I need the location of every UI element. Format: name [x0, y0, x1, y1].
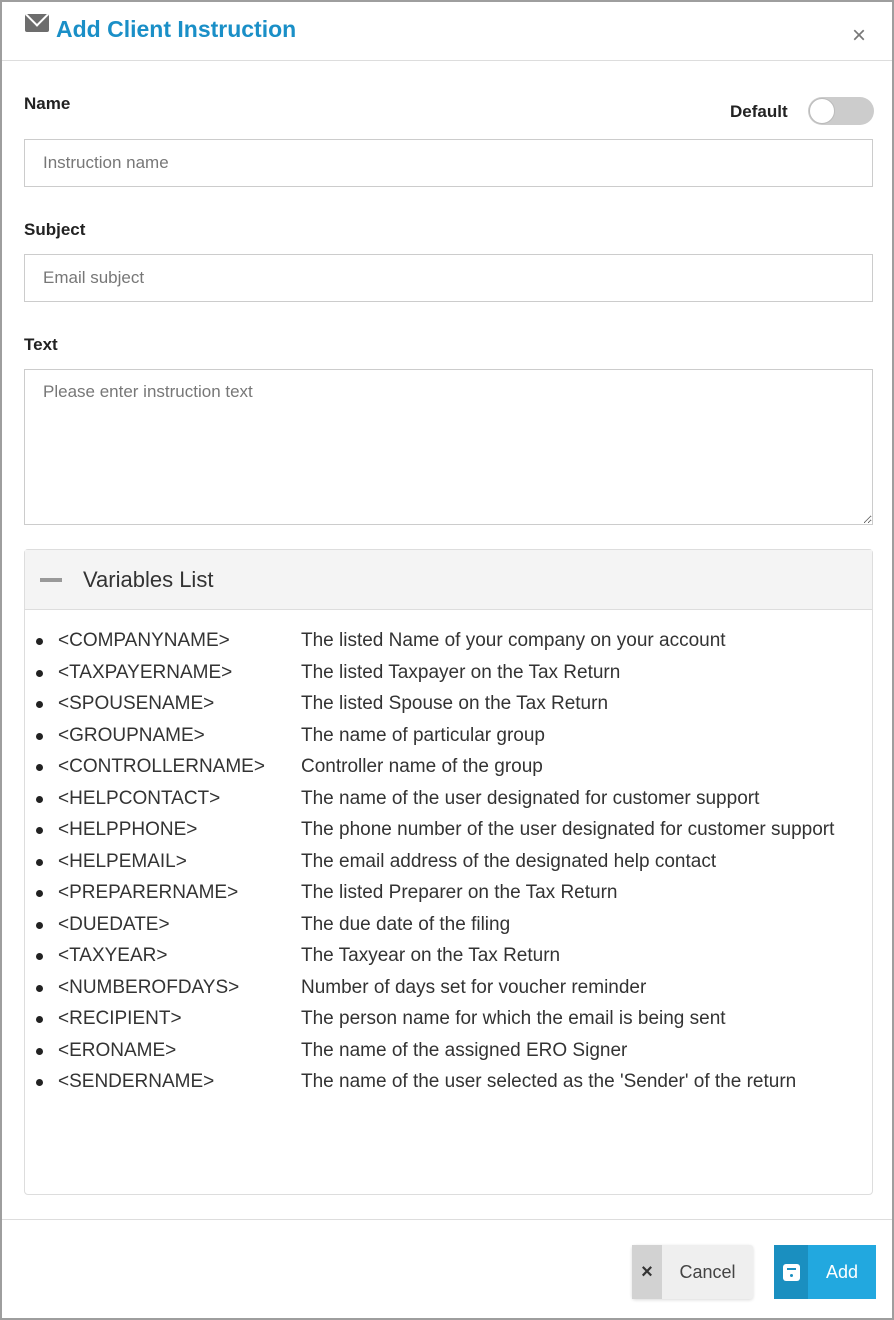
variable-item [25, 657, 872, 689]
variable-item [25, 1003, 872, 1035]
variable-name: <TAXPAYERNAME> [58, 661, 233, 683]
variable-name: <COMPANYNAME> [58, 630, 230, 651]
subject-input[interactable] [24, 254, 873, 302]
footer-divider [2, 1219, 892, 1220]
variable-description: The listed Name of your company on your account [301, 630, 726, 651]
variable-item [25, 1066, 872, 1098]
name-label: Name [24, 94, 71, 113]
variable-name: <DUEDATE> [58, 913, 170, 935]
modal-title: Add Client Instruction [56, 16, 297, 42]
variable-item [25, 940, 872, 972]
variable-description: The Taxyear on the Tax Return [301, 945, 561, 966]
text-label: Text [24, 335, 58, 354]
variable-description: The listed Preparer on the Tax Return [301, 882, 618, 903]
close-button[interactable]: × [852, 22, 867, 49]
variable-name: <SPOUSENAME> [58, 693, 215, 714]
variable-description: The name of the user selected as the 'Sender' of the return [301, 1071, 797, 1092]
variable-name: <PREPARERNAME> [58, 882, 239, 903]
envelope-icon [25, 14, 49, 32]
variable-name: <NUMBEROFDAYS> [58, 976, 240, 998]
variable-description: The phone number of the user designated for customer support [301, 819, 835, 840]
variable-description: The due date of the filing [301, 913, 511, 935]
variable-name: <HELPPHONE> [58, 819, 198, 840]
toggle-knob [809, 98, 835, 124]
variable-description: Controller name of the group [301, 756, 543, 777]
variable-name: <GROUPNAME> [58, 724, 205, 746]
variable-name: <ERONAME> [58, 1039, 177, 1061]
variable-description: The name of the user designated for customer support [301, 787, 760, 809]
cancel-button[interactable] [632, 1245, 753, 1299]
add-button[interactable] [774, 1245, 876, 1299]
variable-item [25, 783, 872, 815]
variable-description: The name of particular group [301, 724, 545, 746]
subject-label: Subject [24, 220, 86, 239]
default-toggle[interactable] [808, 97, 874, 125]
close-icon: × [632, 1245, 662, 1299]
variable-name: <HELPCONTACT> [58, 787, 221, 809]
variable-description: The listed Spouse on the Tax Return [301, 693, 609, 714]
variable-item [25, 625, 872, 657]
variable-description: The listed Taxpayer on the Tax Return [301, 661, 621, 683]
variable-description: The person name for which the email is being sent [301, 1008, 726, 1029]
variable-item [25, 846, 872, 878]
modal-header [2, 2, 892, 61]
variable-name: <SENDERNAME> [58, 1071, 215, 1092]
variable-item [25, 688, 872, 720]
name-input[interactable] [24, 139, 873, 187]
variable-description: Number of days set for voucher reminder [301, 976, 647, 998]
cancel-label: Cancel [679, 1261, 736, 1282]
variable-name: <CONTROLLERNAME> [58, 756, 265, 777]
variable-name: <RECIPIENT> [58, 1008, 182, 1029]
variable-item [25, 720, 872, 752]
variable-item [25, 909, 872, 941]
collapse-icon[interactable] [40, 578, 62, 582]
variable-description: The email address of the designated help contact [301, 850, 717, 872]
variable-item [25, 972, 872, 1004]
variable-description: The name of the assigned ERO Signer [301, 1039, 628, 1061]
variables-panel-header[interactable] [25, 550, 872, 610]
variables-panel [24, 549, 873, 1195]
variables-title: Variables List [83, 567, 214, 592]
add-label: Add [825, 1261, 859, 1282]
default-label: Default [730, 102, 788, 121]
variable-item [25, 877, 872, 909]
save-icon [774, 1245, 808, 1299]
variable-item [25, 1035, 872, 1067]
variable-name: <TAXYEAR> [58, 945, 168, 966]
variables-list [25, 625, 872, 1098]
variable-item [25, 751, 872, 783]
text-input[interactable] [24, 369, 873, 525]
variable-name: <HELPEMAIL> [58, 850, 187, 872]
variable-item [25, 814, 872, 846]
